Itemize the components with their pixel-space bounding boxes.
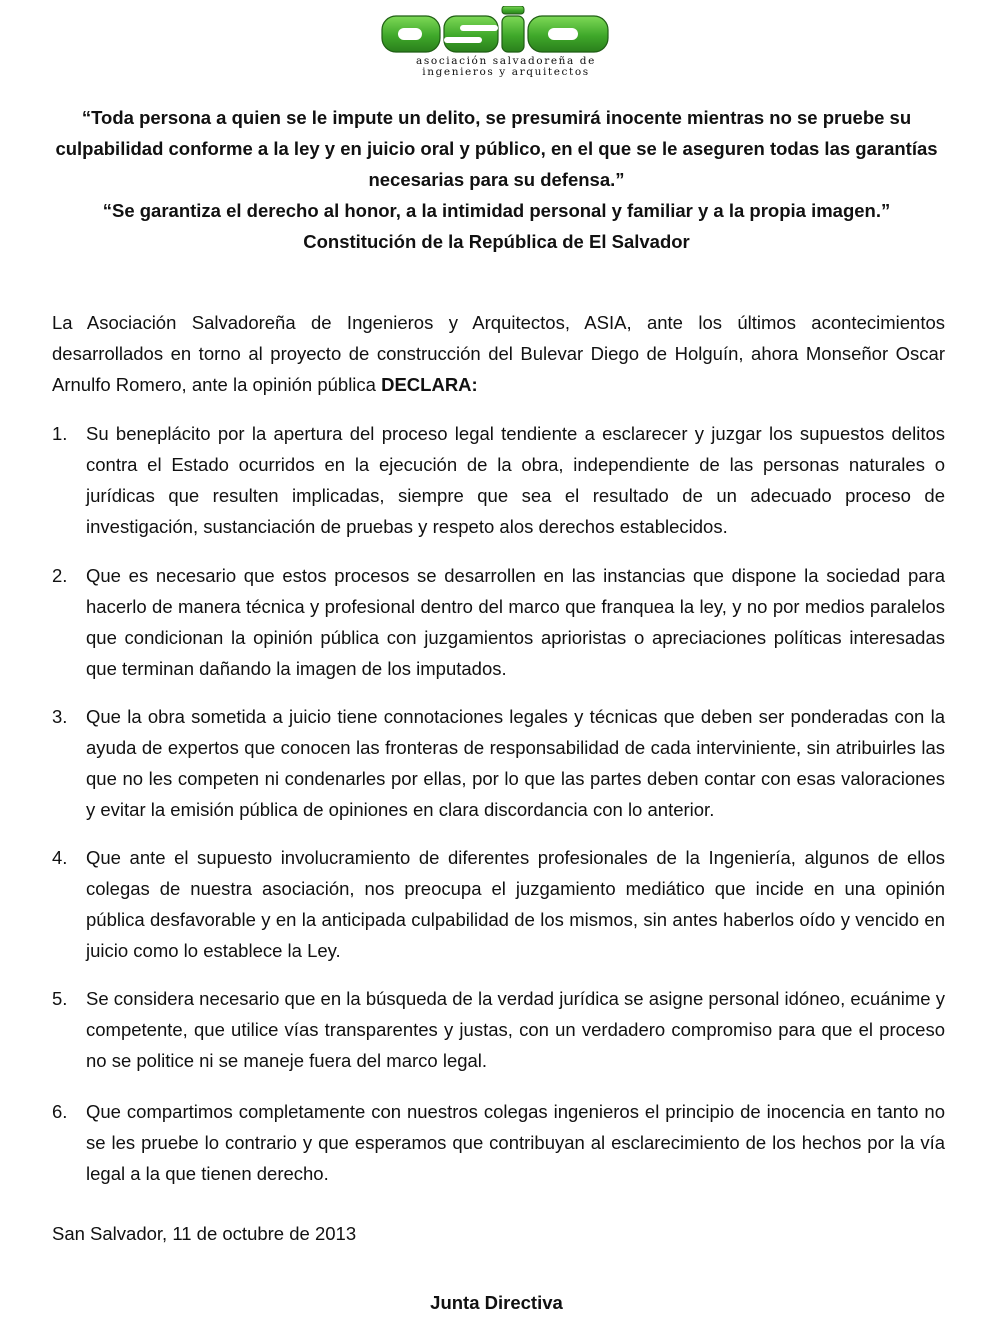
- list-item: [52, 1096, 945, 1189]
- list-item-text: Que compartimos completamente con nuestros colegas ingenieros el principio de inocencia en tanto no se les pruebe lo contrario y que esperamos que contribuyan al esclarecimiento de los hechos por la vía legal a la que tienen derecho.: [86, 1101, 945, 1184]
- quote-line-2: “Se garantiza el derecho al honor, a la intimidad personal y familiar y a la propia imagen.”: [102, 200, 891, 221]
- document-date: San Salvador, 11 de octubre de 2013: [52, 1223, 357, 1244]
- list-item: [52, 842, 945, 966]
- constitution-quote: [40, 102, 953, 257]
- declara-label: DECLARA:: [381, 374, 478, 395]
- list-item-text: Que la obra sometida a juicio tiene connotaciones legales y técnicas que deben ser ponderadas con la ayuda de expertos que conocen las fronteras de responsabilidad de cada interviniente, sin atribuirles las que no les competen ni condenarles por ellas, por lo que las partes deben contar con esas valoraciones y evitar la emisión pública de opiniones en clara discordancia con lo anterior.: [86, 706, 945, 820]
- list-item-number: 1.: [52, 423, 68, 444]
- signature: Junta Directiva: [430, 1292, 563, 1313]
- logo-subtitle-line1: asociación salvadoreña de: [416, 55, 596, 67]
- list-item-text: Se considera necesario que en la búsqueda de la verdad jurídica se asigne personal idóneo, ecuánime y competente, que utilice vías transparentes y justas, con un verdadero compromiso para que el proceso no se politice ni se maneje fuera del marco legal.: [86, 988, 945, 1071]
- list-item-text: Su beneplácito por la apertura del proceso legal tendiente a esclarecer y juzgar los supuestos delitos contra el Estado ocurridos en la ejecución de la obra, independiente de las personas naturales o jurídicas que resulten implicadas, siempre que sea el resultado de un adecuado proceso de investigación, sustanciación de pruebas y respeto alos derechos establecidos.: [86, 423, 945, 537]
- list-item-text: Que ante el supuesto involucramiento de diferentes profesionales de la Ingeniería, algunos de ellos colegas de nuestra asociación, nos preocupa el juzgamiento mediático que incide en una opinión pública desfavorable y en la anticipada culpabilidad de los mismos, sin antes haberlos oído y vencido en juicio como lo establece la Ley.: [86, 847, 945, 961]
- asia-logo: [380, 6, 612, 78]
- asia-wordmark: [380, 6, 612, 56]
- intro-text: La Asociación Salvadoreña de Ingenieros y Arquitectos, ASIA, ante los últimos acontecimientos desarrollados en torno al proyecto de construcción del Bulevar Diego de Holguín, ahora Monseñor Oscar Arnulfo Romero, ante la opinión pública: [52, 312, 945, 395]
- intro-paragraph: [52, 307, 945, 400]
- list-item: [52, 983, 945, 1076]
- list-item: [52, 701, 945, 825]
- list-item-number: 3.: [52, 706, 68, 727]
- list-item-text: Que es necesario que estos procesos se desarrollen en las instancias que dispone la sociedad para hacerlo de manera técnica y profesional dentro del marco que franquea la ley, y no por medios paralelos que condicionan la opinión pública con juzgamientos aprioristas o apreciaciones políticas interesadas que terminan dañando la imagen de los imputados.: [86, 565, 945, 679]
- quote-line-1: “Toda persona a quien se le impute un delito, se presumirá inocente mientras no se pruebe su culpabilidad conforme a la ley y en juicio oral y público, en el que se le aseguren todas las garantías necesarias para su defensa.”: [55, 107, 938, 190]
- list-item-number: 4.: [52, 847, 68, 868]
- list-item-number: 5.: [52, 988, 68, 1009]
- list-item-number: 6.: [52, 1101, 68, 1122]
- list-item: [52, 560, 945, 684]
- logo-subtitle-line2: ingenieros y arquitectos: [422, 66, 590, 78]
- quote-source: Constitución de la República de El Salvador: [303, 231, 690, 252]
- list-item: [52, 418, 945, 542]
- list-item-number: 2.: [52, 565, 68, 586]
- declaration-list: [52, 418, 945, 1207]
